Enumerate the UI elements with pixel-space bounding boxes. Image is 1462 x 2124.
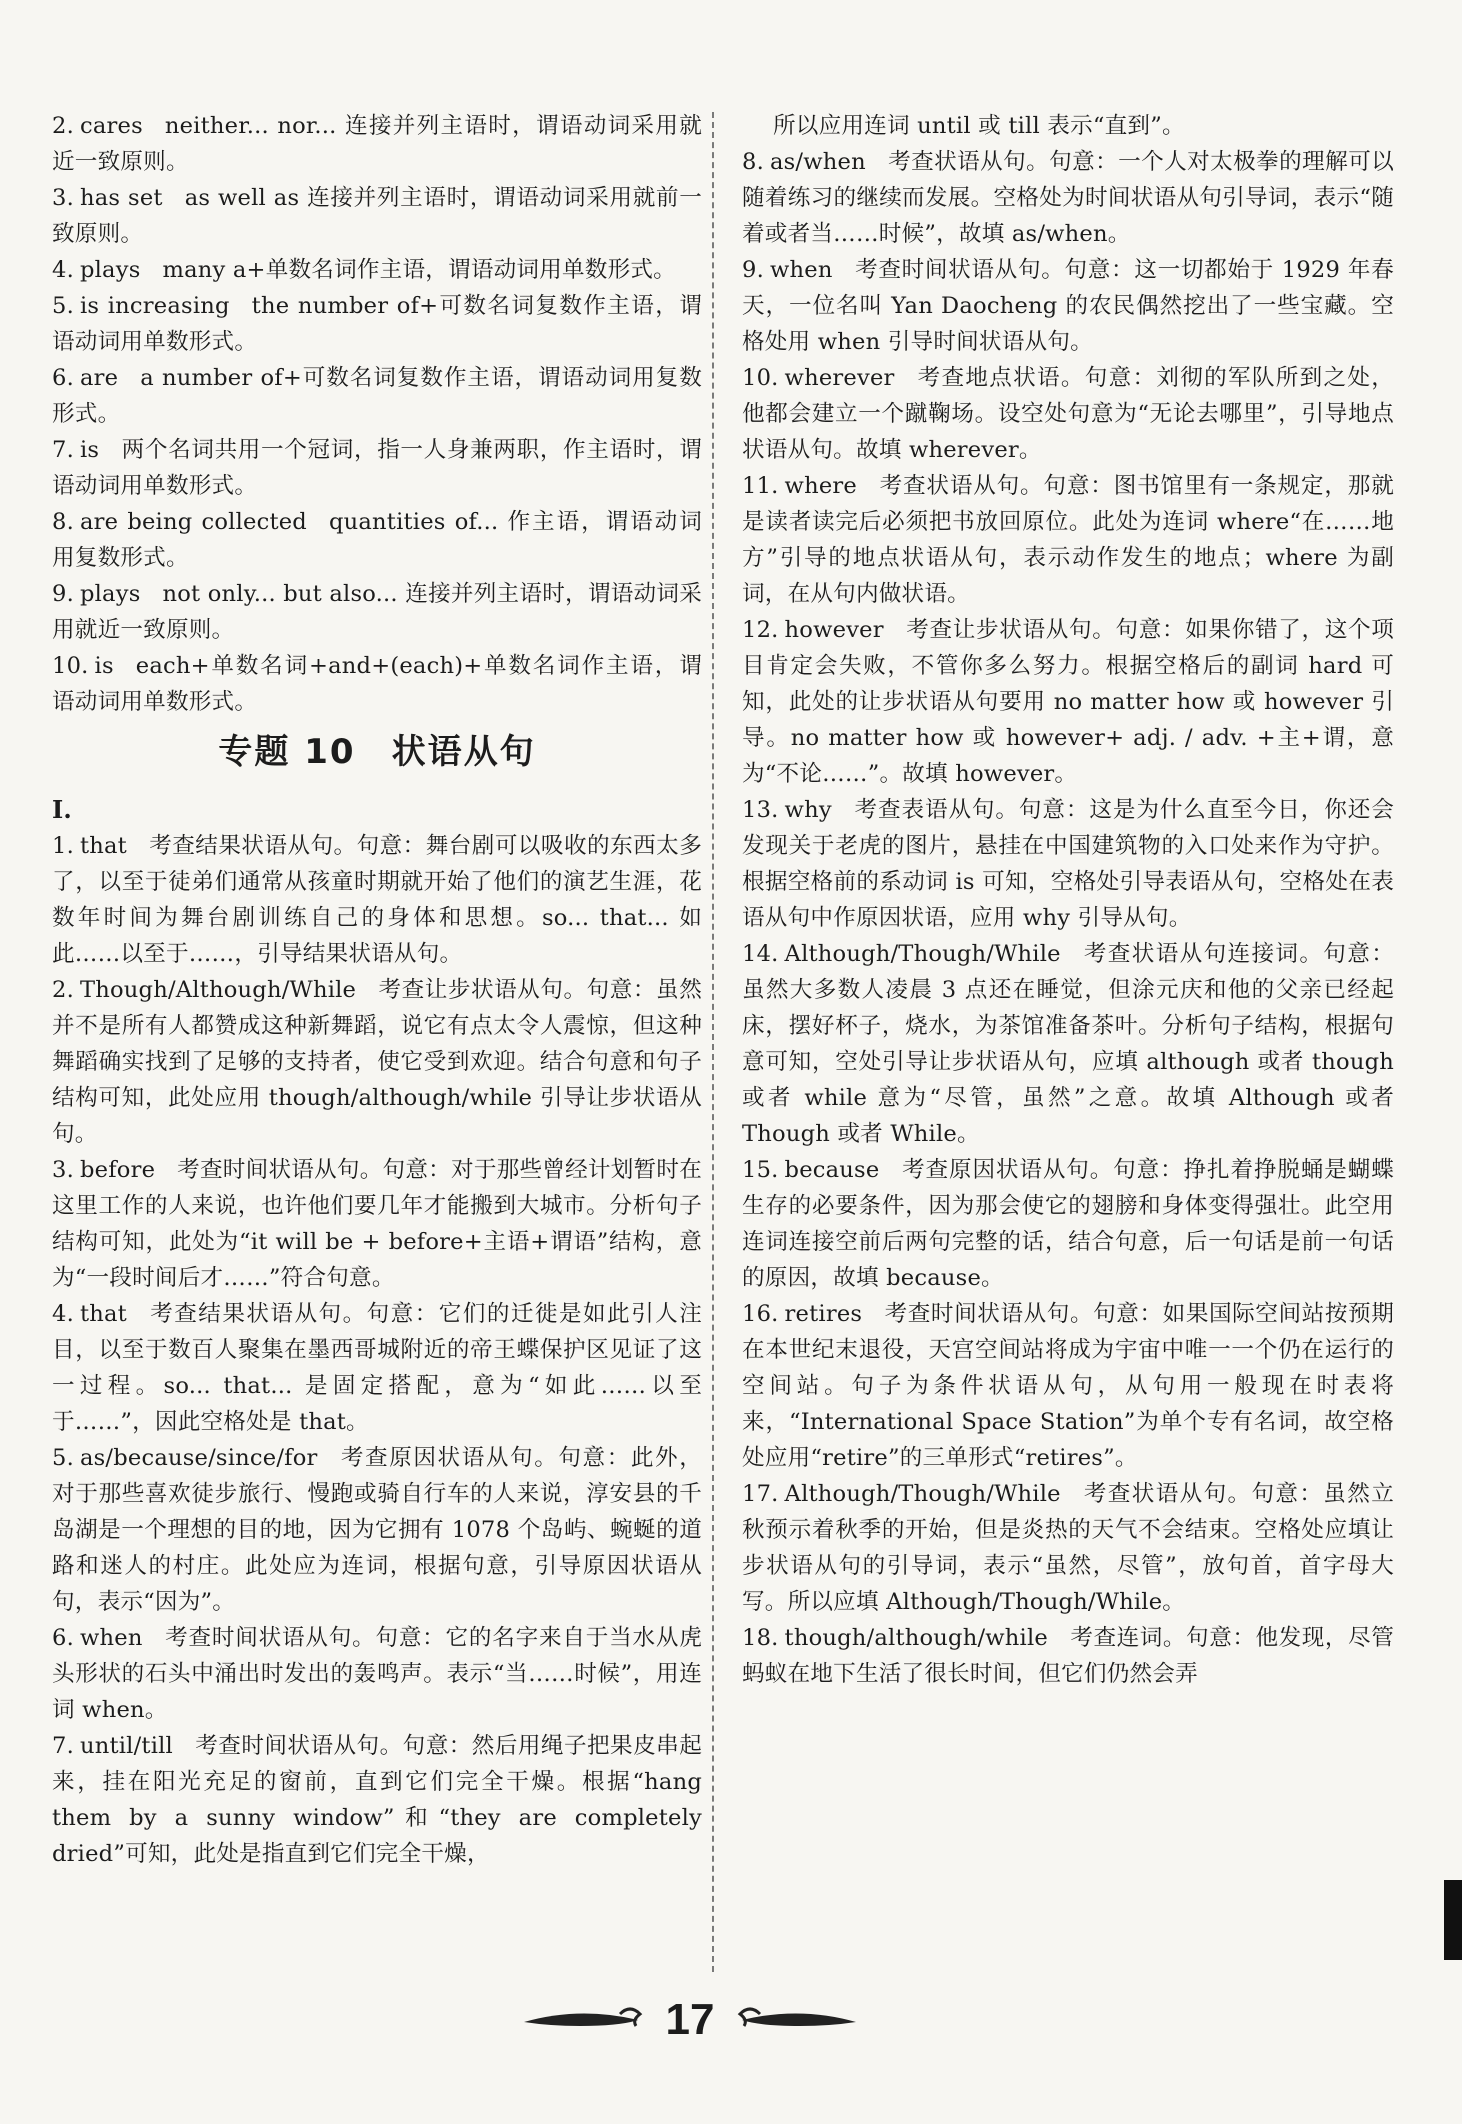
item-number: 6. xyxy=(52,1625,74,1651)
item-number: 4. xyxy=(52,257,74,283)
item-explanation: 考查时间状语从句。句意：如果国际空间站按预期在本世纪末退役，天宫空间站将成为宇宙中唯一一个仍在运行的空间站。句子为条件状语从句，从句用一般现在时表将来，“International Space Station”为单个专有名词，故空格处应用“retire”的三单形式“retires”。 xyxy=(742,1301,1394,1471)
item-number: 10. xyxy=(52,653,89,679)
answer-item xyxy=(742,468,1394,612)
item-number: 5. xyxy=(52,1445,74,1471)
item-number: 18. xyxy=(742,1625,779,1651)
answer-item xyxy=(742,1620,1394,1692)
item-number: 14. xyxy=(742,941,779,967)
answer-item xyxy=(52,288,702,360)
item-number: 9. xyxy=(742,257,764,283)
item-number: 3. xyxy=(52,185,74,211)
item-answer: Though/Although/While xyxy=(79,977,357,1003)
item-explanation: 考查时间状语从句。句意：对于那些曾经计划暂时在这里工作的人来说，也许他们要几年才能搬到大城市。分析句子结构可知，此处为“it will be + before+主语+谓语”结构，意为“一段时间后才……”符合句意。 xyxy=(52,1157,702,1291)
item-explanation: 考查让步状语从句。句意：如果你错了，这个项目肯定会失败，不管你多么努力。根据空格后的副词 hard 可知，此处的让步状语从句要用 no matter how 或 however 引导。no matter how 或 however+ adj. / adv. +主+谓，意为“不论……”。故填 however。 xyxy=(742,617,1394,787)
item-explanation: not only... but also... 连接并列主语时，谓语动词采用就近一致原则。 xyxy=(52,581,702,643)
answer-item xyxy=(52,108,702,180)
answer-item xyxy=(52,1728,702,1872)
item-number: 2. xyxy=(52,113,74,139)
item-number: 11. xyxy=(742,473,779,499)
item-number: 2. xyxy=(52,977,74,1003)
answer-item xyxy=(52,1152,702,1296)
item-answer: however xyxy=(784,617,884,643)
item-explanation: 考查结果状语从句。句意：舞台剧可以吸收的东西太多了，以至于徒弟们通常从孩童时期就开始了他们的演艺生涯，花数年时间为舞台剧训练自己的身体和思想。so... that... 如此……以至于……，引导结果状语从句。 xyxy=(52,833,702,967)
item-number: 8. xyxy=(742,149,764,175)
item-explanation: a number of+可数名词复数作主语，谓语动词用复数形式。 xyxy=(52,365,702,427)
answer-item xyxy=(52,648,702,720)
item-answer: plays xyxy=(79,257,141,283)
item-explanation: neither... nor... 连接并列主语时，谓语动词采用就近一致原则。 xyxy=(52,113,702,175)
item-answer: Although/Though/While xyxy=(784,1481,1061,1507)
item-explanation: 考查时间状语从句。句意：这一切都始于 1929 年春天，一位名叫 Yan Daocheng 的农民偶然挖出了一些宝藏。空格处用 when 引导时间状语从句。 xyxy=(742,257,1394,355)
answer-item xyxy=(52,504,702,576)
item-answer: wherever xyxy=(784,365,895,391)
item-number: 12. xyxy=(742,617,779,643)
item-answer: when xyxy=(769,257,833,283)
item-answer: until/till xyxy=(79,1733,173,1759)
answer-item xyxy=(742,252,1394,360)
answer-item xyxy=(742,1296,1394,1476)
item-explanation: each+单数名词+and+(each)+单数名词作主语，谓语动词用单数形式。 xyxy=(52,653,702,715)
item-answer: are xyxy=(79,365,119,391)
item-number: 7. xyxy=(52,437,74,463)
item-number: 13. xyxy=(742,797,779,823)
answer-item xyxy=(52,1440,702,1620)
item-explanation: the number of+可数名词复数作主语，谓语动词用单数形式。 xyxy=(52,293,702,355)
item-explanation: quantities of... 作主语，谓语动词用复数形式。 xyxy=(52,509,702,571)
item-number: 17. xyxy=(742,1481,779,1507)
answer-item xyxy=(52,180,702,252)
item-answer: why xyxy=(784,797,832,823)
item-answer: is increasing xyxy=(79,293,230,319)
answer-item xyxy=(52,1620,702,1728)
item-explanation: 考查状语从句。句意：虽然立秋预示着秋季的开始，但是炎热的天气不会结束。空格处应填让步状语从句的引导词，表示“虽然，尽管”，放句首，首字母大写。所以应填 Although/Though/While。 xyxy=(742,1481,1394,1615)
item-answer: as/because/since/for xyxy=(79,1445,318,1471)
item-answer: before xyxy=(79,1157,156,1183)
answer-item xyxy=(52,252,702,288)
item-number: 10. xyxy=(742,365,779,391)
item-explanation: 考查状语从句连接词。句意：虽然大多数人凌晨 3 点还在睡觉，但涂元庆和他的父亲已经起床，摆好杯子，烧水，为茶馆准备茶叶。分析句子结构，根据句意可知，空处引导让步状语从句，应填 although 或者 though 或者 while 意为“尽管，虽然”之意。故填 Although 或者 Though 或者 While。 xyxy=(742,941,1394,1147)
item-explanation: 考查地点状语。句意：刘彻的军队所到之处，他都会建立一个蹴鞠场。设空处句意为“无论去哪里”，引导地点状语从句。故填 wherever。 xyxy=(742,365,1394,463)
item-answer: that xyxy=(79,1301,127,1327)
item-number: 3. xyxy=(52,1157,74,1183)
item-answer: as/when xyxy=(769,149,866,175)
item-explanation: 考查让步状语从句。句意：虽然并不是所有人都赞成这种新舞蹈，说它有点太令人震惊，但这种舞蹈确实找到了足够的支持者，使它受到欢迎。结合句意和句子结构可知，此处应用 though/although/while 引导让步状语从句。 xyxy=(52,977,702,1147)
continued-text: 所以应用连词 until 或 till 表示“直到”。 xyxy=(773,113,1185,139)
answer-item xyxy=(742,1152,1394,1296)
ornament-left-swash xyxy=(524,2013,638,2026)
edge-tab-mark xyxy=(1444,1880,1462,1960)
item-answer: has set xyxy=(79,185,163,211)
item-number: 7. xyxy=(52,1733,74,1759)
answer-item xyxy=(742,792,1394,936)
item-explanation: 两个名词共用一个冠词，指一人身兼两职，作主语时，谓语动词用单数形式。 xyxy=(52,437,702,499)
item-explanation: 考查状语从句。句意：图书馆里有一条规定，那就是读者读完后必须把书放回原位。此处为连词 where“在……地方”引导的地点状语从句，表示动作发生的地点；where 为副词，在从句内做状语。 xyxy=(742,473,1394,607)
item-answer: plays xyxy=(79,581,141,607)
ornament-right-swash xyxy=(742,2013,856,2026)
item-answer: because xyxy=(784,1157,880,1183)
answer-item xyxy=(52,360,702,432)
item-number: 8. xyxy=(52,509,74,535)
item-number: 4. xyxy=(52,1301,74,1327)
item-explanation: many a+单数名词作主语，谓语动词用单数形式。 xyxy=(162,257,676,283)
item-answer: where xyxy=(784,473,857,499)
item-number: 16. xyxy=(742,1301,779,1327)
answer-item xyxy=(52,576,702,648)
item-explanation: 考查结果状语从句。句意：它们的迁徙是如此引人注目，以至于数百人聚集在墨西哥城附近的帝王蝶保护区见证了这一过程。so... that... 是固定搭配，意为“如此……以至于……”，因此空格处是 that。 xyxy=(52,1301,702,1435)
answer-item xyxy=(742,936,1394,1152)
item-number: 5. xyxy=(52,293,74,319)
item-explanation: 考查原因状语从句。句意：挣扎着挣脱蛹是蝴蝶生存的必要条件，因为那会使它的翅膀和身体变得强壮。此空用连词连接空前后两句完整的话，结合句意，后一句话是前一句话的原因，故填 because。 xyxy=(742,1157,1394,1291)
item-explanation: 考查连词。句意：他发现，尽管蚂蚁在地下生活了很长时间，但它们仍然会弄 xyxy=(742,1625,1394,1687)
item-answer: though/although/while xyxy=(784,1625,1048,1651)
item-explanation: 考查时间状语从句。句意：它的名字来自于当水从虎头形状的石头中涌出时发出的轰鸣声。表示“当……时候”，用连词 when。 xyxy=(52,1625,702,1723)
answer-item xyxy=(52,972,702,1152)
answer-item xyxy=(742,144,1394,252)
item-explanation: 考查时间状语从句。句意：然后用绳子把果皮串起来，挂在阳光充足的窗前，直到它们完全干燥。根据“hang them by a sunny window”和“they are completely dried”可知，此处是指直到它们完全干燥， xyxy=(52,1733,702,1867)
answer-item xyxy=(742,360,1394,468)
right-column xyxy=(742,108,1394,1692)
answer-item xyxy=(742,1476,1394,1620)
item-answer: is xyxy=(94,653,114,679)
part-numeral: Ⅰ. xyxy=(52,795,72,824)
item-explanation: 考查原因状语从句。句意：此外，对于那些喜欢徒步旅行、慢跑或骑自行车的人来说，淳安县的千岛湖是一个理想的目的地，因为它拥有 1078 个岛屿、蜿蜒的道路和迷人的村庄。此处应为连词，根据句意，引导原因状语从句，表示“因为”。 xyxy=(52,1445,702,1615)
page-number: 17 xyxy=(665,1995,715,2044)
item-answer: when xyxy=(79,1625,143,1651)
answer-item xyxy=(52,828,702,972)
left-column xyxy=(52,108,702,1872)
answer-item xyxy=(52,432,702,504)
item-number: 9. xyxy=(52,581,74,607)
answer-item xyxy=(742,612,1394,792)
item-answer: retires xyxy=(784,1301,863,1327)
item-answer: Although/Though/While xyxy=(784,941,1061,967)
item-answer: cares xyxy=(79,113,143,139)
column-divider xyxy=(712,112,714,1972)
item-explanation: as well as 连接并列主语时，谓语动词采用就前一致原则。 xyxy=(52,185,703,247)
item-number: 15. xyxy=(742,1157,779,1183)
item-number: 1. xyxy=(52,833,74,859)
item-number: 6. xyxy=(52,365,74,391)
section-title: 专题 10 状语从句 xyxy=(218,732,536,772)
item-explanation: 考查状语从句。句意：一个人对太极拳的理解可以随着练习的继续而发展。空格处为时间状语从句引导词，表示“随着或者当……时候”，故填 as/when。 xyxy=(742,149,1394,247)
item-explanation: 考查表语从句。句意：这是为什么直至今日，你还会发现关于老虎的图片，悬挂在中国建筑物的入口处来作为守护。根据空格前的系动词 is 可知，空格处引导表语从句，空格处在表语从句中作原因状语，应用 why 引导从句。 xyxy=(742,797,1394,931)
item-answer: is xyxy=(79,437,100,463)
item-answer: are being collected xyxy=(79,509,307,535)
answer-item xyxy=(52,1296,702,1440)
item-answer: that xyxy=(79,833,127,859)
